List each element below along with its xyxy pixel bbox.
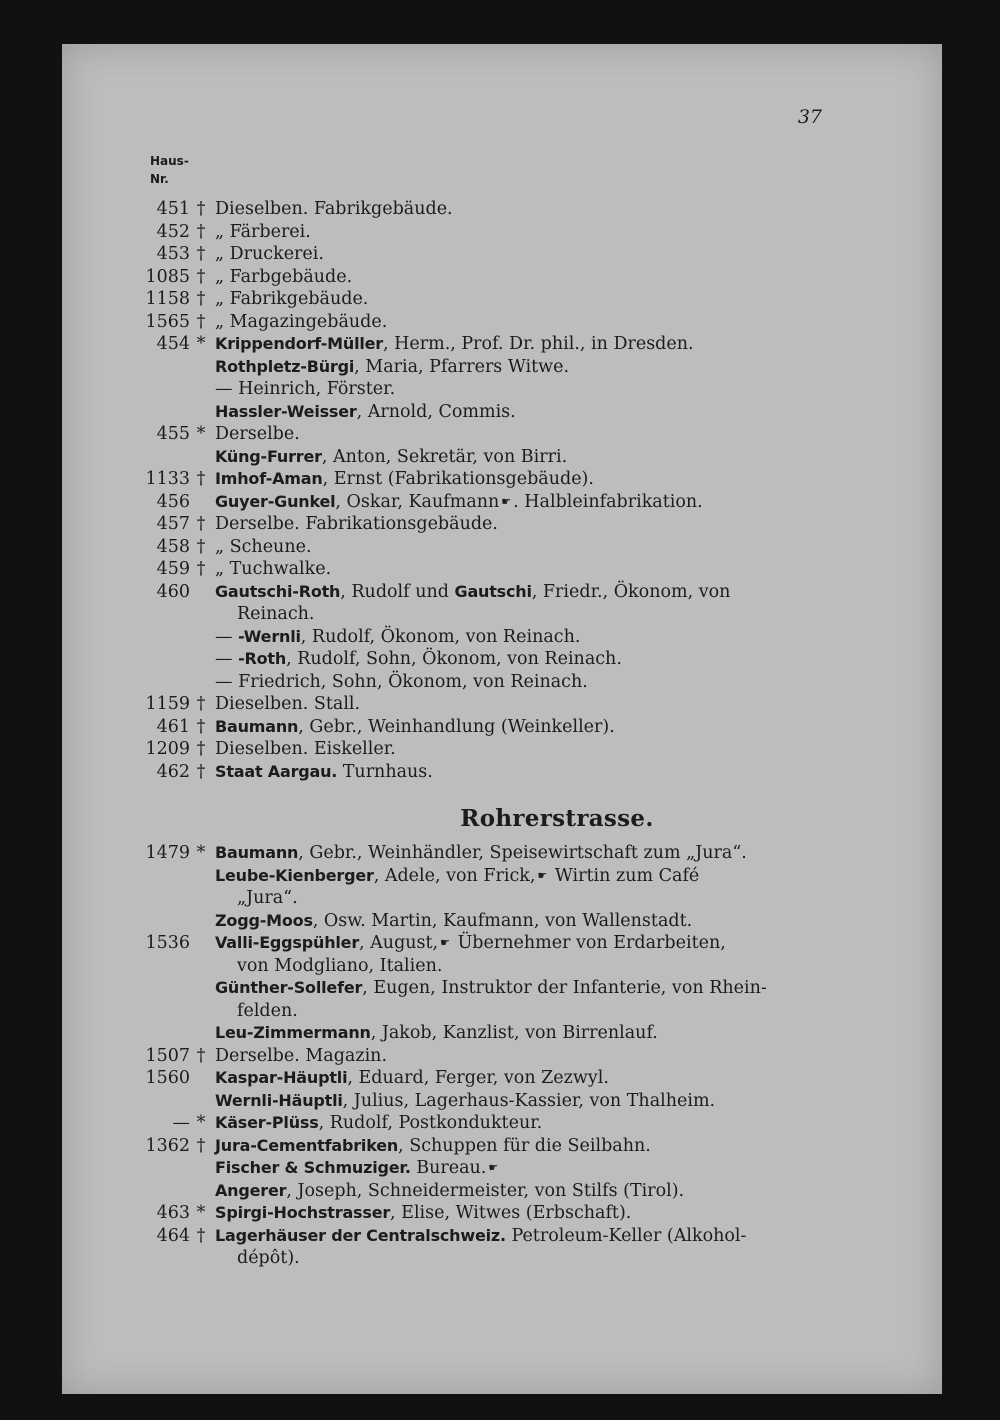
entry-text: Dieselben. Fabrikgebäude. xyxy=(215,199,453,219)
house-number: 463 xyxy=(156,1203,190,1223)
entry-text: „ Farbgebäude. xyxy=(215,266,353,287)
column-header xyxy=(62,154,942,198)
resident-name: Käser-Plüss xyxy=(215,1113,319,1132)
entry-text xyxy=(215,1157,815,1180)
resident-name: -Wernli xyxy=(238,626,301,646)
house-number: 1479 xyxy=(145,843,190,863)
entry-row xyxy=(62,1067,942,1090)
house-number: 1565 xyxy=(145,311,190,332)
status-mark: * xyxy=(196,843,206,863)
entry-row xyxy=(62,648,942,671)
house-number: 455 xyxy=(156,424,190,444)
entry-row xyxy=(62,266,942,289)
entry-rest-2: Übernehmer von Erdarbeiten, xyxy=(452,933,726,953)
house-number: 1560 xyxy=(145,1068,190,1088)
page-content xyxy=(62,154,942,1270)
entry-row xyxy=(62,311,942,334)
entry-rest: , Herm., Prof. Dr. phil., in Dresden. xyxy=(383,334,694,354)
entry-text: „ Druckerei. xyxy=(215,244,324,264)
entry-rest-2: Wirtin zum Café xyxy=(549,865,700,886)
entry-row xyxy=(62,693,942,716)
status-mark: † xyxy=(196,716,206,737)
entry-text xyxy=(215,865,815,888)
resident-name: Staat Aargau. xyxy=(215,761,338,781)
house-number: 454 xyxy=(156,334,190,354)
resident-name: Imhof-Aman xyxy=(215,469,323,488)
entry-row xyxy=(62,1045,942,1068)
house-number: 462 xyxy=(156,761,190,782)
entry-row xyxy=(62,491,942,514)
resident-name: Kaspar-Häuptli xyxy=(215,1068,348,1087)
entry-text: Dieselben. Stall. xyxy=(215,694,361,714)
column-header-line2: Nr. xyxy=(150,172,169,186)
resident-name: Jura-Cementfabriken xyxy=(215,1135,399,1155)
house-number: 1209 xyxy=(145,739,190,759)
entry-continuation: Reinach. xyxy=(237,604,315,624)
status-mark: † xyxy=(196,559,206,579)
entry-row xyxy=(62,1090,942,1113)
entry-text xyxy=(215,1180,815,1203)
status-mark: † xyxy=(196,761,206,782)
house-number: 451 xyxy=(156,199,190,219)
directory-page xyxy=(62,44,942,1394)
entry-row xyxy=(62,536,942,559)
house-number: 1085 xyxy=(145,266,190,287)
resident-name-2: Gautschi xyxy=(454,581,532,601)
resident-name: Küng-Furrer xyxy=(215,446,322,466)
entry-text xyxy=(215,1022,815,1045)
resident-name: Leube-Kienberger xyxy=(215,865,374,885)
status-mark: † xyxy=(196,469,206,489)
resident-name: Baumann xyxy=(215,843,299,862)
entry-text xyxy=(215,842,815,865)
pointing-hand-icon: ☛ xyxy=(501,494,512,508)
entry-row xyxy=(62,1135,942,1158)
entry-rest: , Eduard, Ferger, von Zezwyl. xyxy=(347,1068,609,1088)
resident-name: Rothpletz-Bürgi xyxy=(215,356,355,376)
entry-rest: Turnhaus. xyxy=(337,761,433,782)
house-number: 461 xyxy=(156,716,190,737)
entry-text xyxy=(215,1225,815,1248)
entry-text: Derselbe. xyxy=(215,424,300,444)
entry-text: Dieselben. Eiskeller. xyxy=(215,739,396,759)
house-number: 453 xyxy=(156,244,190,264)
entry-continuation: felden. xyxy=(237,1000,298,1021)
house-number: 1159 xyxy=(145,694,190,714)
entry-rest: Bureau. xyxy=(410,1158,487,1178)
status-mark: † xyxy=(196,311,206,332)
status-mark: † xyxy=(196,199,206,219)
entry-row xyxy=(62,865,942,888)
entry-rest: , Osw. Martin, Kaufmann, von Wallenstadt. xyxy=(312,910,693,931)
entry-row xyxy=(62,1180,942,1203)
pointing-hand-icon: ☛ xyxy=(537,868,548,882)
pointing-hand-icon: ☛ xyxy=(440,936,450,950)
entry-row xyxy=(62,738,942,761)
entry-460 xyxy=(62,581,942,604)
entry-rest: , Gebr., Weinhändler, Speisewirtschaft zum „Jura“. xyxy=(298,843,747,863)
resident-name: Angerer xyxy=(215,1180,287,1200)
entry-rest: , Rudolf, Ökonom, von Reinach. xyxy=(300,626,581,647)
entry-row xyxy=(62,423,942,446)
resident-name: Krippendorf-Müller xyxy=(215,334,384,353)
entry-continuation-row xyxy=(62,1000,942,1023)
entry-rest: Petroleum-Keller (Alkohol- xyxy=(505,1225,747,1246)
status-mark: † xyxy=(196,221,206,242)
entry-continuation: von Modgliano, Italien. xyxy=(237,955,443,976)
house-number: 458 xyxy=(156,536,190,557)
entry-text xyxy=(215,401,815,424)
entry-rest: , Rudolf, Postkondukteur. xyxy=(318,1113,543,1133)
status-mark: † xyxy=(196,514,206,534)
entry-row xyxy=(62,1112,942,1135)
entry-row xyxy=(62,1202,942,1225)
entry-text: Derselbe. Magazin. xyxy=(215,1045,388,1066)
entry-rest: , Ernst (Fabrikationsgebäude). xyxy=(322,469,594,489)
resident-name: Hassler-Weisser xyxy=(215,401,357,421)
entry-text xyxy=(215,648,815,671)
house-number: 1158 xyxy=(145,289,190,309)
resident-name: Zogg-Moos xyxy=(215,910,313,930)
entry-rest: , Eugen, Instruktor der Infanterie, von Rhein- xyxy=(362,978,767,998)
status-mark: * xyxy=(196,1203,206,1223)
pointing-hand-icon: ☛ xyxy=(488,1161,499,1175)
entry-text xyxy=(215,1135,815,1158)
entry-text: „ Scheune. xyxy=(215,536,312,557)
entry-row xyxy=(62,513,942,536)
entry-row xyxy=(62,198,942,221)
entry-rest: , Jakob, Kanzlist, von Birrenlauf. xyxy=(370,1023,658,1043)
entry-list-main-continued xyxy=(62,626,942,784)
status-mark: † xyxy=(196,1135,206,1156)
entry-continuation-row xyxy=(62,887,942,910)
entry-text xyxy=(215,626,815,649)
status-mark: * xyxy=(196,424,206,444)
resident-name: Valli-Eggspühler xyxy=(215,933,360,952)
status-mark: † xyxy=(196,536,206,557)
resident-name: Wernli-Häuptli xyxy=(215,1090,343,1110)
entry-continuation-row xyxy=(62,955,942,978)
entry-rest: , Julius, Lagerhaus-Kassier, von Thalheim. xyxy=(342,1090,716,1111)
entry-rest: , Anton, Sekretär, von Birri. xyxy=(321,446,568,467)
status-mark: * xyxy=(196,334,206,354)
resident-name: Leu-Zimmermann xyxy=(215,1023,371,1042)
entry-rest: , Rudolf, Sohn, Ökonom, von Reinach. xyxy=(286,649,622,669)
entry-row xyxy=(62,221,942,244)
house-number: 1507 xyxy=(145,1045,190,1066)
entry-text xyxy=(215,716,815,739)
entry-rest: , Friedr., Ökonom, von xyxy=(531,581,731,602)
entry-text xyxy=(215,468,815,491)
resident-name: -Roth xyxy=(238,649,287,668)
entry-list-rohrerstrasse xyxy=(62,842,942,1270)
entry-continuation: dépôt). xyxy=(237,1248,300,1268)
entry-text xyxy=(215,1112,815,1135)
resident-name: Guyer-Gunkel xyxy=(215,491,336,511)
entry-text xyxy=(215,932,815,955)
entry-rest: , Oskar, Kaufmann xyxy=(335,491,500,512)
status-mark: † xyxy=(196,244,206,264)
entry-row xyxy=(62,977,942,1000)
house-number: 456 xyxy=(156,491,190,512)
entry-continuation-row xyxy=(62,1247,942,1270)
house-number: 457 xyxy=(156,514,190,534)
status-mark: † xyxy=(196,1225,206,1246)
entry-text: — Heinrich, Förster. xyxy=(215,379,396,399)
entry-rest: , Joseph, Schneidermeister, von Stilfs (Tirol). xyxy=(286,1180,685,1201)
entry-rest: , Schuppen für die Seilbahn. xyxy=(398,1135,651,1156)
entry-rest: , Gebr., Weinhandlung (Weinkeller). xyxy=(298,716,615,737)
entry-list-main xyxy=(62,198,942,581)
entry-row xyxy=(62,378,942,401)
entry-row xyxy=(62,401,942,424)
entry-text: „ Färberei. xyxy=(215,221,311,242)
entry-row xyxy=(62,842,942,865)
entry-text: „ Magazingebäude. xyxy=(215,311,388,332)
entry-rest: , Arnold, Commis. xyxy=(356,401,516,422)
entry-460-continuation xyxy=(62,603,942,626)
house-number: 464 xyxy=(156,1225,190,1246)
entry-text xyxy=(215,761,815,784)
entry-text xyxy=(215,333,815,356)
resident-name: Günther-Sollefer xyxy=(215,978,363,997)
entry-row xyxy=(62,468,942,491)
entry-row xyxy=(62,243,942,266)
house-number: 1536 xyxy=(145,933,190,953)
house-number: 460 xyxy=(156,581,190,602)
entry-text xyxy=(215,1090,815,1113)
section-heading: Rohrerstrasse. xyxy=(460,805,654,832)
entry-row xyxy=(62,671,942,694)
entry-text xyxy=(215,977,815,1000)
entry-text xyxy=(215,1067,815,1090)
entry-row xyxy=(62,446,942,469)
entry-row xyxy=(62,288,942,311)
column-header-line1: Haus- xyxy=(150,154,189,168)
house-number: 452 xyxy=(156,221,190,242)
entry-rest: , August, xyxy=(359,933,439,953)
entry-text: Derselbe. Fabrikationsgebäude. xyxy=(215,514,498,534)
entry-rest: , Elise, Witwes (Erbschaft). xyxy=(390,1203,632,1223)
entry-text xyxy=(215,910,815,933)
entry-row xyxy=(62,356,942,379)
entry-row xyxy=(62,761,942,784)
entry-text xyxy=(215,356,815,379)
entry-row xyxy=(62,1225,942,1248)
page-number: 37 xyxy=(797,106,822,128)
entry-rest: , Maria, Pfarrers Witwe. xyxy=(354,356,570,377)
resident-name: Fischer & Schmuziger. xyxy=(215,1158,411,1177)
house-number: 459 xyxy=(156,559,190,579)
status-mark: † xyxy=(196,266,206,287)
entry-rest: , Adele, von Frick, xyxy=(373,865,536,886)
entry-text xyxy=(215,491,815,514)
house-number: — xyxy=(172,1113,190,1133)
resident-name: Spirgi-Hochstrasser xyxy=(215,1203,391,1222)
entry-row xyxy=(62,1022,942,1045)
entry-row xyxy=(62,910,942,933)
entry-row xyxy=(62,932,942,955)
status-mark: † xyxy=(196,1045,206,1066)
resident-name: Lagerhäuser der Centralschweiz. xyxy=(215,1225,506,1245)
entry-row xyxy=(62,558,942,581)
resident-name: Baumann xyxy=(215,716,299,736)
resident-name: Gautschi-Roth xyxy=(215,581,341,601)
entry-text xyxy=(215,581,815,604)
status-mark: * xyxy=(196,1113,206,1133)
entry-prefix: — xyxy=(215,626,239,647)
entry-row xyxy=(62,626,942,649)
entry-text: — Friedrich, Sohn, Ökonom, von Reinach. xyxy=(215,671,588,692)
entry-rest-2: . Halbleinfabrikation. xyxy=(513,491,703,512)
entry-row xyxy=(62,716,942,739)
entry-row xyxy=(62,1157,942,1180)
status-mark: † xyxy=(196,694,206,714)
status-mark: † xyxy=(196,289,206,309)
house-number: 1133 xyxy=(145,469,190,489)
entry-mid: , Rudolf und xyxy=(340,581,455,602)
entry-text xyxy=(215,446,815,469)
entry-text: „ Tuchwalke. xyxy=(215,559,332,579)
entry-continuation: „Jura“. xyxy=(237,888,298,908)
entry-row xyxy=(62,333,942,356)
entry-text xyxy=(215,1202,815,1225)
entry-text: „ Fabrikgebäude. xyxy=(215,289,369,309)
status-mark: † xyxy=(196,739,206,759)
entry-prefix: — xyxy=(215,649,239,669)
house-number: 1362 xyxy=(145,1135,190,1156)
